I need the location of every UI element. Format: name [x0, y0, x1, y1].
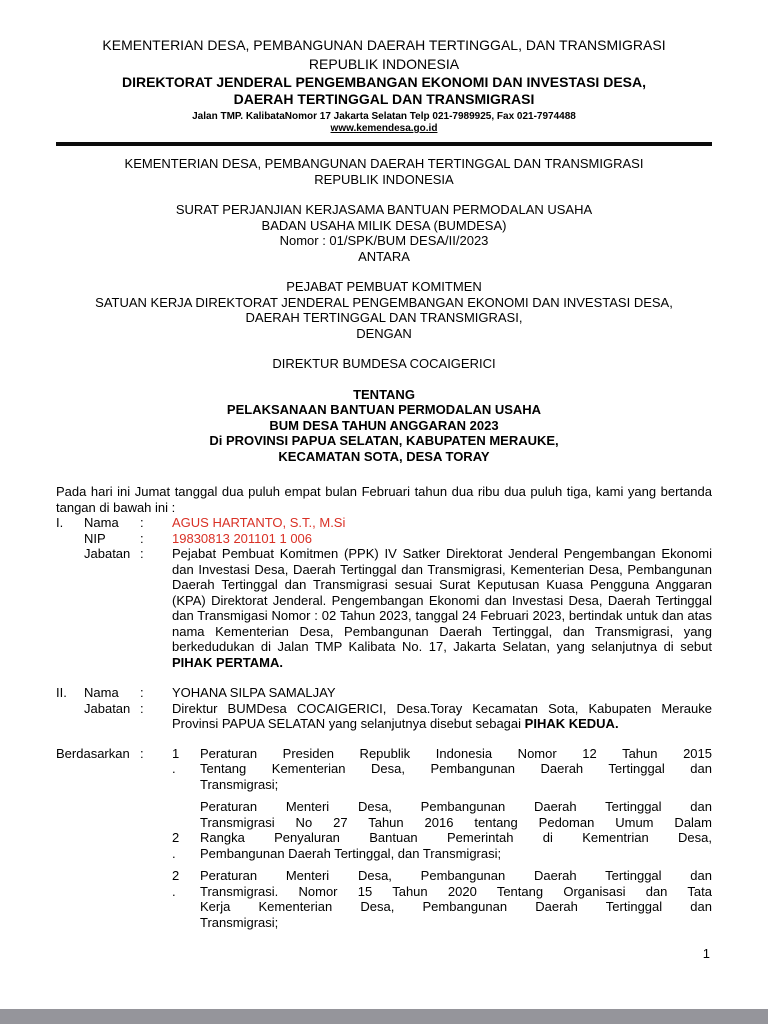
- subject-line3: Di PROVINSI PAPUA SELATAN, KABUPATEN MERAUKE,: [209, 433, 559, 448]
- dengan-label: DENGAN: [356, 325, 412, 341]
- antara-label: ANTARA: [358, 248, 410, 264]
- letterhead-directorate-line1: DIREKTORAT JENDERAL PENGEMBANGAN EKONOMI DAN INVESTASI DESA,: [121, 74, 646, 90]
- berdasarkan-item-2: [56, 799, 712, 861]
- party1-jabatan-label: Jabatan: [84, 546, 131, 561]
- party1-nama-row: [56, 515, 712, 531]
- party1-jabatan-text: Pejabat Pembuat Komitmen (PPK) IV Satker Direktorat Jenderal Pengembangan Ekonomi dan Investasi Desa, Daerah Tertinggal dan Transmigrasi, Kementerian Desa, Pembangunan Daerah Tertinggal dan Transmigrasi sesuai Surat Keputusan Kuasa Pengguna Anggaran (KPA) Direktorat Jenderal. Pengembangan Ekonomi dan Investasi Desa, Daerah Tertinggal dan Transmigasi Nomor : 02 Tahun 2023, tanggal 24 Februari 2023, bertindak untuk dan atas nama Kementerian Desa, Pembangunan Daerah Tertinggal, dan Transmigrasi, yang berkedudukan di Jalan TMP Kalibata No. 17, Jakarta Selatan, yang selanjutnya di sebut: [172, 546, 712, 654]
- party2-nama-label: Nama: [84, 685, 119, 700]
- item-text-line: Peraturan Presiden Republik Indonesia Nomor 12 Tahun 2015: [200, 745, 712, 761]
- party1-nip-value: 19830813 201101 1 006: [172, 530, 313, 546]
- page-number: 1: [702, 946, 710, 961]
- letterhead-ministry-line1: KEMENTERIAN DESA, PEMBANGUNAN DAERAH TERTINGGAL, DAN TRANSMIGRASI: [102, 37, 666, 53]
- title-block: [56, 156, 712, 484]
- item-text-line: Transmigrasi;: [200, 776, 279, 792]
- letterhead-divider: [56, 142, 712, 146]
- empty-cell: [56, 701, 84, 732]
- item-number-digit: 2: [172, 830, 180, 845]
- colon: :: [140, 745, 144, 761]
- item-number-dot: .: [172, 761, 176, 776]
- item-text: [200, 746, 712, 793]
- colon: :: [140, 530, 144, 546]
- party2-jabatan-text: Direktur BUMDesa COCAIGERICI, Desa.Toray Kecamatan Sota, Kabupaten Merauke Provinsi PAPUA SELATAN yang selanjutnya disebut sebagai: [172, 700, 712, 731]
- item-text-line: Transmigrasi. Nomor 15 Tahun 2020 Tentang Organisasi dan Tata: [200, 883, 712, 899]
- spacer: [56, 264, 712, 279]
- empty-cell: [140, 868, 172, 930]
- colon: :: [140, 685, 144, 700]
- spacer: [56, 732, 712, 746]
- item-text-line: Transmigrasi;: [200, 914, 279, 930]
- party1-nama-label: Nama: [84, 515, 119, 530]
- colon: :: [140, 546, 144, 561]
- spacer: [56, 670, 712, 685]
- item-text-line: Tentang Kementerian Desa, Pembangunan Daerah Tertinggal dan: [200, 761, 712, 776]
- item-number-digit: 2: [172, 868, 180, 883]
- pihak-kedua-label: PIHAK KEDUA.: [524, 716, 619, 731]
- empty-cell: [56, 799, 140, 861]
- berdasarkan-item-1: [56, 746, 712, 793]
- title-ministry-line1: KEMENTERIAN DESA, PEMBANGUNAN DAERAH TERTINGGAL DAN TRANSMIGRASI: [124, 156, 644, 171]
- item-number: [172, 746, 200, 793]
- doc-title-line1: SURAT PERJANJIAN KERJASAMA BANTUAN PERMODALAN USAHA: [175, 202, 593, 217]
- item-text-line: Transmigrasi No 27 Tahun 2016 tentang Pedoman Umum Dalam: [200, 814, 712, 830]
- pihak-pertama-label: PIHAK PERTAMA.: [172, 654, 283, 670]
- tentang-label: TENTANG: [353, 386, 415, 402]
- subject-line4: KECAMATAN SOTA, DESA TORAY: [278, 448, 490, 464]
- berdasarkan-label: Berdasarkan: [56, 745, 130, 761]
- party2-index: II.: [56, 685, 67, 700]
- website-url[interactable]: www.kemendesa.go.id: [330, 123, 438, 134]
- item-text-line: Rangka Penyaluran Bantuan Pemerintah di Kementrian Desa,: [200, 830, 712, 845]
- empty-cell: [140, 799, 172, 861]
- spacer: [56, 187, 712, 202]
- berdasarkan-section: [56, 746, 712, 931]
- party2-nama-row: [56, 685, 712, 701]
- subject-line1: PELAKSANAAN BANTUAN PERMODALAN USAHA: [226, 402, 542, 417]
- party1-index: I.: [56, 515, 64, 530]
- party1-section: [56, 515, 712, 670]
- party2-jabatan-value: [172, 701, 712, 732]
- party2-jabatan-label: Jabatan: [84, 700, 131, 716]
- letterhead-address: Jalan TMP. KalibataNomor 17 Jakarta Selatan Telp 021-7989925, Fax 021-7974488: [192, 111, 576, 122]
- party2-nama-value: YOHANA SILPA SAMALJAY: [172, 685, 336, 700]
- party1-heading-line3: DAERAH TERTINGGAL DAN TRANSMIGRASI,: [245, 310, 523, 325]
- letterhead-website-link[interactable]: [56, 123, 712, 135]
- spacer: [56, 372, 712, 387]
- colon: :: [140, 700, 144, 716]
- item-number-digit: 1: [172, 745, 180, 761]
- item-number: [172, 830, 200, 861]
- party2-heading: DIREKTUR BUMDESA COCAIGERICI: [272, 356, 496, 371]
- item-number-dot: .: [172, 883, 176, 899]
- party1-heading-line1: PEJABAT PEMBUAT KOMITMEN: [286, 279, 482, 294]
- empty-cell: [56, 531, 84, 547]
- item-number: [172, 868, 200, 930]
- letterhead-ministry-line2: REPUBLIK INDONESIA: [308, 56, 460, 72]
- party1-nip-row: [56, 531, 712, 547]
- party2-jabatan-row: [56, 701, 712, 732]
- item-text: [200, 868, 712, 930]
- title-ministry-line2: REPUBLIK INDONESIA: [314, 171, 454, 187]
- opening-paragraph: Pada hari ini Jumat tanggal dua puluh empat bulan Februari tahun dua ribu dua puluh tiga, kami yang bertanda tangan di bawah ini :: [56, 484, 712, 515]
- party1-heading-line2: SATUAN KERJA DIREKTORAT JENDERAL PENGEMBANGAN EKONOMI DAN INVESTASI DESA,: [95, 294, 673, 310]
- colon: :: [140, 515, 144, 530]
- letterhead-directorate-line2: DAERAH TERTINGGAL DAN TRANSMIGRASI: [233, 91, 535, 107]
- item-text-line: Peraturan Menteri Desa, Pembangunan Daerah Tertinggal dan: [200, 868, 712, 883]
- item-text-line: Peraturan Menteri Desa, Pembangunan Daerah Tertinggal dan: [200, 799, 712, 814]
- doc-number: Nomor : 01/SPK/BUM DESA/II/2023: [279, 233, 489, 248]
- party1-jabatan-value: [172, 546, 712, 670]
- party1-nip-label: NIP: [84, 530, 106, 546]
- doc-title-line2: BADAN USAHA MILIK DESA (BUMDESA): [261, 217, 507, 233]
- item-text-line: Kerja Kementerian Desa, Pembangunan Daerah Tertinggal dan: [200, 899, 712, 914]
- party1-nama-value: AGUS HARTANTO, S.T., M.Si: [172, 515, 346, 530]
- spacer: [56, 341, 712, 356]
- party2-section: [56, 685, 712, 732]
- subject-line2: BUM DESA TAHUN ANGGARAN 2023: [269, 417, 499, 433]
- spacer: [56, 464, 712, 484]
- empty-cell: [56, 868, 140, 930]
- berdasarkan-item-3: [56, 868, 712, 930]
- item-text: [200, 799, 712, 861]
- item-number-dot: .: [172, 845, 176, 861]
- party1-jabatan-row: [56, 546, 712, 670]
- empty-cell: [56, 546, 84, 670]
- letterhead: [56, 36, 712, 146]
- item-text-line: Pembangunan Daerah Tertinggal, dan Transmigrasi;: [200, 845, 502, 861]
